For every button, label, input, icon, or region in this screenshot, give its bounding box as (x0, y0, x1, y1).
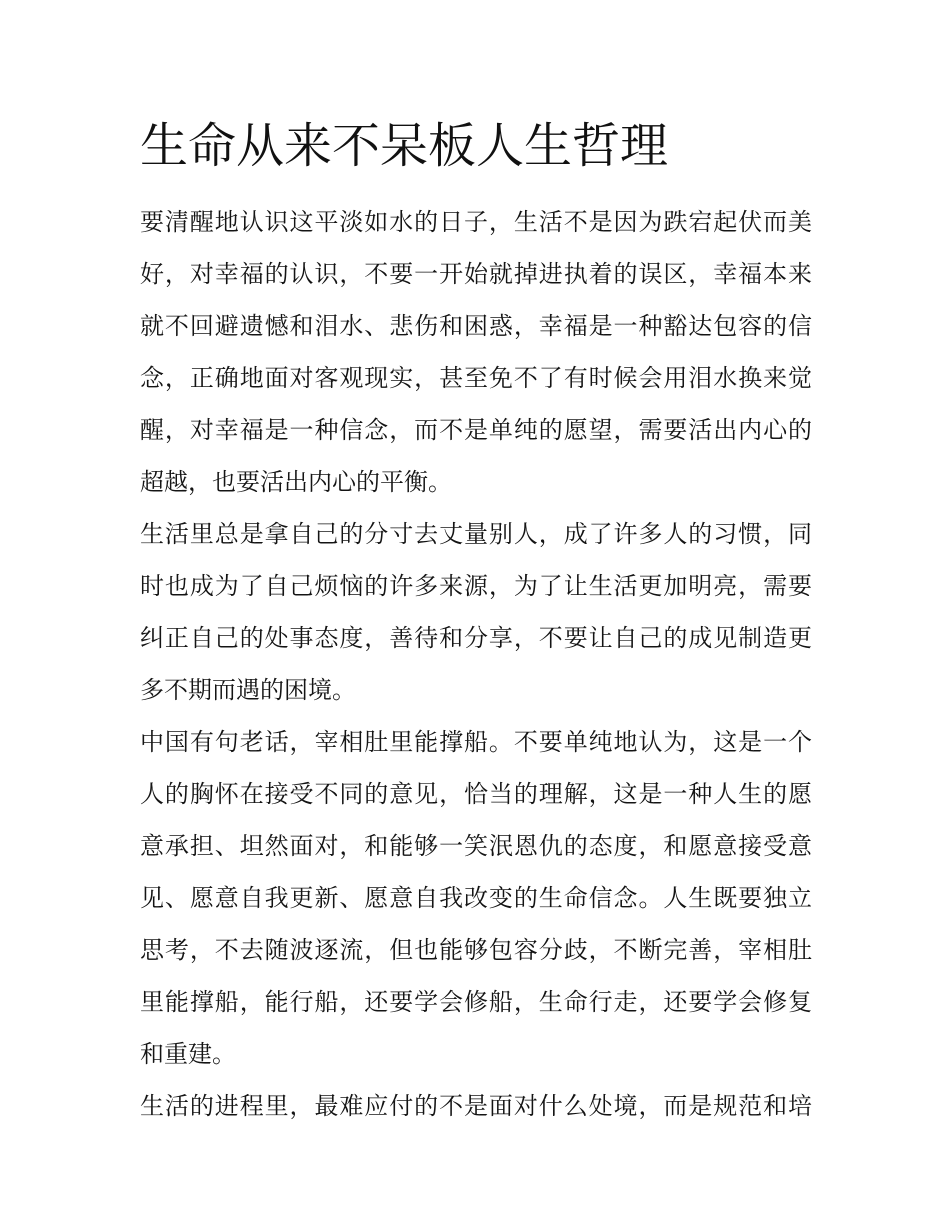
text-line: 见、愿意自我更新、愿意自我改变的生命信念。人生既要独立 (140, 884, 812, 912)
text-line: 里能撑船，能行船，还要学会修船，生命行走，还要学会修复 (140, 988, 812, 1016)
text-line: 纠正自己的处事态度，善待和分享，不要让自己的成见制造更 (140, 624, 812, 652)
text-line: 醒，对幸福是一种信念，而不是单纯的愿望，需要活出内心的 (140, 416, 812, 444)
text-line: 超越，也要活出内心的平衡。 (140, 468, 452, 496)
text-line: 时也成为了自己烦恼的许多来源，为了让生活更加明亮，需要 (140, 572, 812, 600)
text-line: 多不期而遇的困境。 (140, 676, 356, 704)
text-line: 思考，不去随波逐流，但也能够包容分歧，不断完善，宰相肚 (140, 936, 812, 964)
paragraph-4 (140, 1080, 812, 1132)
text-line: 念，正确地面对客观现实，甚至免不了有时候会用泪水换来觉 (140, 364, 812, 392)
text-line: 中国有句老话，宰相肚里能撑船。不要单纯地认为，这是一个 (140, 728, 812, 756)
text-line: 就不回避遗憾和泪水、悲伤和困惑，幸福是一种豁达包容的信 (140, 312, 812, 340)
text-line: 生活里总是拿自己的分寸去丈量别人，成了许多人的习惯，同 (140, 520, 812, 548)
paragraph-3 (140, 716, 812, 1080)
text-line: 人的胸怀在接受不同的意见，恰当的理解，这是一种人生的愿 (140, 780, 812, 808)
text-line: 意承担、坦然面对，和能够一笑泯恩仇的态度，和愿意接受意 (140, 832, 812, 860)
paragraph-1 (140, 196, 812, 508)
paragraph-2 (140, 508, 812, 716)
page-title: 生命从来不呆板人生哲理 (140, 118, 669, 174)
text-line: 生活的进程里，最难应付的不是面对什么处境，而是规范和培 (140, 1092, 812, 1120)
text-line: 好，对幸福的认识，不要一开始就掉进执着的误区，幸福本来 (140, 260, 812, 288)
text-line: 要清醒地认识这平淡如水的日子，生活不是因为跌宕起伏而美 (140, 208, 812, 236)
text-line: 和重建。 (140, 1040, 236, 1068)
document-body (140, 196, 812, 1132)
